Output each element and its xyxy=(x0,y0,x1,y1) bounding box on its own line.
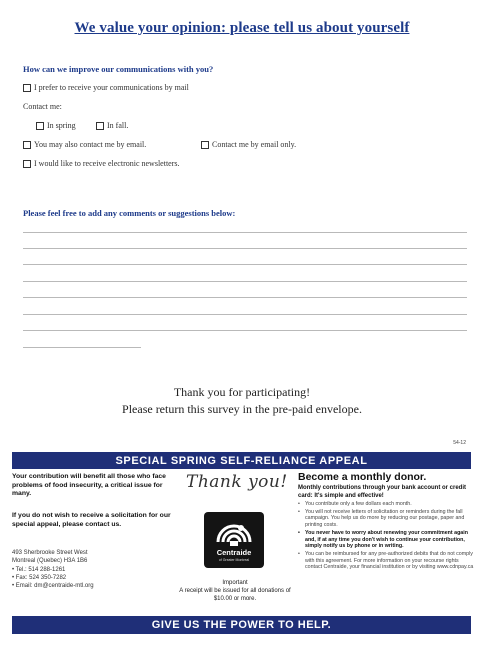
return-instructions: Please return this survey in the pre-paid envelope. xyxy=(122,402,362,416)
benefit-item: • You will not receive letters of solicitation or reminders during the fall campaign. You help us do more by reducing our postage, paper and printing costs. xyxy=(298,509,474,529)
appeal-banner-text: SPECIAL SPRING SELF-RELIANCE APPEAL xyxy=(115,454,368,467)
fall-option[interactable] xyxy=(96,121,128,130)
benefit-item: • You can be reimbursed for any pre-authorized debits that do not comply with this agreement. For more information on your recourse rights contact Centraide, your financial institution or by visiting www.cdnpay.ca xyxy=(298,551,474,571)
form-code: 54-12 xyxy=(453,440,466,446)
mail-option[interactable] xyxy=(23,83,189,92)
receipt-notice xyxy=(176,579,294,603)
address-line: Montreal (Quebec) H3A 1B6 xyxy=(12,558,88,565)
contact-label: Contact me: xyxy=(23,102,62,111)
fax-line: • Fax: 524 350-7282 xyxy=(12,574,67,581)
email-only-option-label: Contact me by email only. xyxy=(212,140,297,149)
email-only-checkbox[interactable] xyxy=(201,141,209,149)
spring-checkbox[interactable] xyxy=(36,122,44,130)
newsletter-checkbox[interactable] xyxy=(23,160,31,168)
comment-line[interactable] xyxy=(23,347,141,348)
fall-option-label: In fall. xyxy=(107,121,129,130)
address-line: 493 Sherbrooke Street West xyxy=(12,550,88,556)
contact-address xyxy=(12,549,177,590)
email-also-option[interactable] xyxy=(23,140,146,149)
benefit-item: • You contribute only a few dollars each month. xyxy=(298,501,474,508)
email-line: • Email: dm@centraide-mtl.org xyxy=(12,583,94,590)
important-title: Important xyxy=(222,580,248,586)
page-title: We value your opinion: please tell us about yourself xyxy=(74,20,410,36)
newsletter-option-label: I would like to receive electronic newsletters. xyxy=(34,159,180,168)
comment-line[interactable] xyxy=(23,264,467,265)
email-also-checkbox[interactable] xyxy=(23,141,31,149)
footer-banner-text: GIVE US THE POWER TO HELP. xyxy=(151,619,332,631)
logo-subtitle: of Greater Montreal xyxy=(218,558,250,562)
email-also-option-label: You may also contact me by email. xyxy=(34,140,147,149)
appeal-banner xyxy=(12,452,471,469)
important-text: A receipt will be issued for all donations of $10.00 or more. xyxy=(179,588,291,602)
thanks-line: Thank you for participating! xyxy=(173,385,311,399)
comment-line[interactable] xyxy=(23,232,467,233)
newsletter-option[interactable] xyxy=(23,159,180,168)
centraide-logo xyxy=(204,512,264,568)
spring-option[interactable] xyxy=(36,121,76,130)
communications-question: How can we improve our communications with you? xyxy=(23,64,214,74)
phone-line: • Tel.: 514 288-1261 xyxy=(12,566,66,573)
mail-checkbox[interactable] xyxy=(23,84,31,92)
comments-heading: Please feel free to add any comments or suggestions below: xyxy=(23,208,236,218)
thank-you-signature: Thank you! xyxy=(186,472,288,492)
donor-benefits-list xyxy=(298,501,474,572)
logo-name: Centraide xyxy=(216,548,252,557)
monthly-donor-subtitle: Monthly contributions through your bank account or credit card: It's simple and effective! xyxy=(298,485,466,499)
mail-option-label: I prefer to receive your communications by mail xyxy=(34,83,189,92)
monthly-donor-title: Become a monthly donor. xyxy=(298,471,427,483)
comment-line[interactable] xyxy=(23,281,467,282)
comment-line[interactable] xyxy=(23,314,467,315)
fall-checkbox[interactable] xyxy=(96,122,104,130)
comment-line[interactable] xyxy=(23,330,467,331)
spring-option-label: In spring xyxy=(47,121,76,130)
comment-line[interactable] xyxy=(23,248,467,249)
email-only-option[interactable] xyxy=(201,140,296,149)
opt-out-statement: If you do not wish to receive a solicitation for our special appeal, please contact us. xyxy=(12,512,171,528)
benefit-statement: Your contribution will benefit all those who face problems of food insecurity, a critical issue for many. xyxy=(12,473,166,498)
benefit-item: • You never have to worry about renewing your commitment again and, if at any time you don't wish to continue your contribution, simply notify us by phone or in writing. xyxy=(298,530,474,550)
footer-banner xyxy=(12,616,471,634)
comment-line[interactable] xyxy=(23,297,467,298)
